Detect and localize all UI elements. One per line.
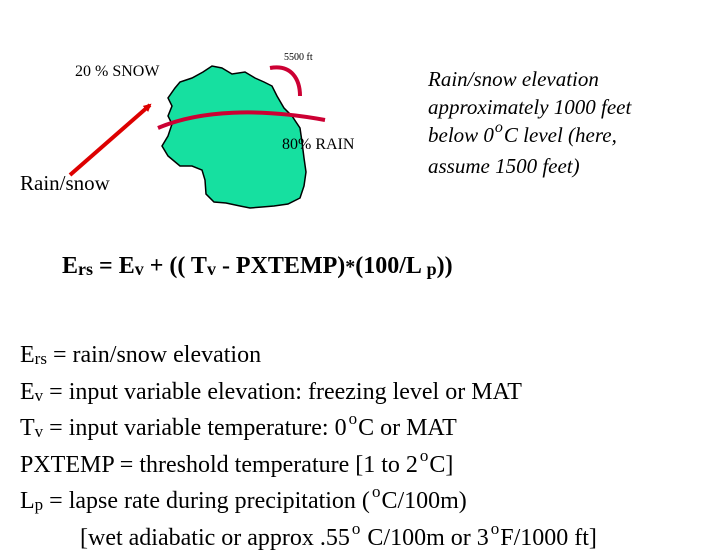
note-line-2: approximately 1000 feet	[428, 93, 631, 121]
def-text-post: C]	[429, 452, 453, 478]
def-symbol: E	[20, 379, 35, 405]
elevation-line-label: 5500 ft	[284, 52, 313, 63]
def-subscript: rs	[35, 349, 47, 368]
eq-equals-ev: = E	[93, 253, 135, 279]
eq-tv-sub: v	[207, 259, 216, 279]
def-text: = threshold temperature [1 to 2	[114, 452, 418, 478]
rain-snow-arrow-label: Rain/snow	[20, 171, 110, 196]
note-line-3-pre: below 0	[428, 123, 494, 147]
rain-snow-note	[428, 65, 631, 180]
def-text-post: C or MAT	[358, 415, 457, 441]
rain-percent-label: 80% RAIN	[282, 136, 354, 154]
def-subscript: v	[35, 422, 44, 441]
def-symbol: L	[20, 488, 35, 514]
def-subscript: v	[35, 386, 44, 405]
rain-snow-arrow	[70, 105, 150, 175]
def-text: = input variable temperature: 0	[43, 415, 346, 441]
degree-symbol: o	[495, 119, 503, 136]
degree-symbol: o	[420, 446, 429, 465]
degree-symbol: o	[491, 519, 500, 538]
eq-p-sub: p	[427, 259, 437, 279]
def-text-post: C/100m)	[381, 488, 466, 514]
eq-plus-tv: + (( T	[144, 253, 207, 279]
def-symbol: E	[20, 342, 35, 368]
definition-row-continuation	[20, 521, 597, 557]
variable-definitions	[20, 338, 597, 557]
definition-row	[20, 411, 597, 448]
eq-minus-pxtemp: - PXTEMP)	[216, 253, 345, 279]
eq-rs-sub: rs	[78, 259, 93, 279]
def-text: = input variable elevation: freezing level or MAT	[43, 379, 522, 405]
definition-row	[20, 448, 597, 485]
note-line-3	[428, 121, 631, 152]
eq-e: E	[62, 253, 78, 279]
def-text: = rain/snow elevation	[47, 342, 261, 368]
eq-close: ))	[437, 253, 453, 279]
note-line-4: assume 1500 feet)	[428, 152, 631, 180]
definition-row	[20, 338, 597, 375]
def-text-post: F/1000 ft]	[500, 525, 597, 551]
def-text: [wet adiabatic or approx .55	[80, 525, 350, 551]
definition-row	[20, 484, 597, 521]
def-symbol: T	[20, 415, 35, 441]
snow-percent-label: 20 % SNOW	[75, 63, 159, 81]
note-line-1: Rain/snow elevation	[428, 65, 631, 93]
note-line-3-post: C level (here,	[504, 123, 617, 147]
def-subscript: p	[35, 495, 44, 514]
definition-row	[20, 375, 597, 412]
def-text: = lapse rate during precipitation (	[43, 488, 370, 514]
degree-symbol: o	[349, 409, 358, 428]
degree-symbol: o	[372, 482, 381, 501]
def-symbol: PXTEMP	[20, 452, 114, 478]
eq-v-sub: v	[135, 259, 144, 279]
rain-snow-equation	[62, 253, 453, 280]
def-text-mid: C/100m or 3	[361, 525, 488, 551]
eq-multiply: *	[345, 256, 355, 278]
degree-symbol: o	[352, 519, 361, 538]
eq-lapse: (100/L	[355, 253, 426, 279]
